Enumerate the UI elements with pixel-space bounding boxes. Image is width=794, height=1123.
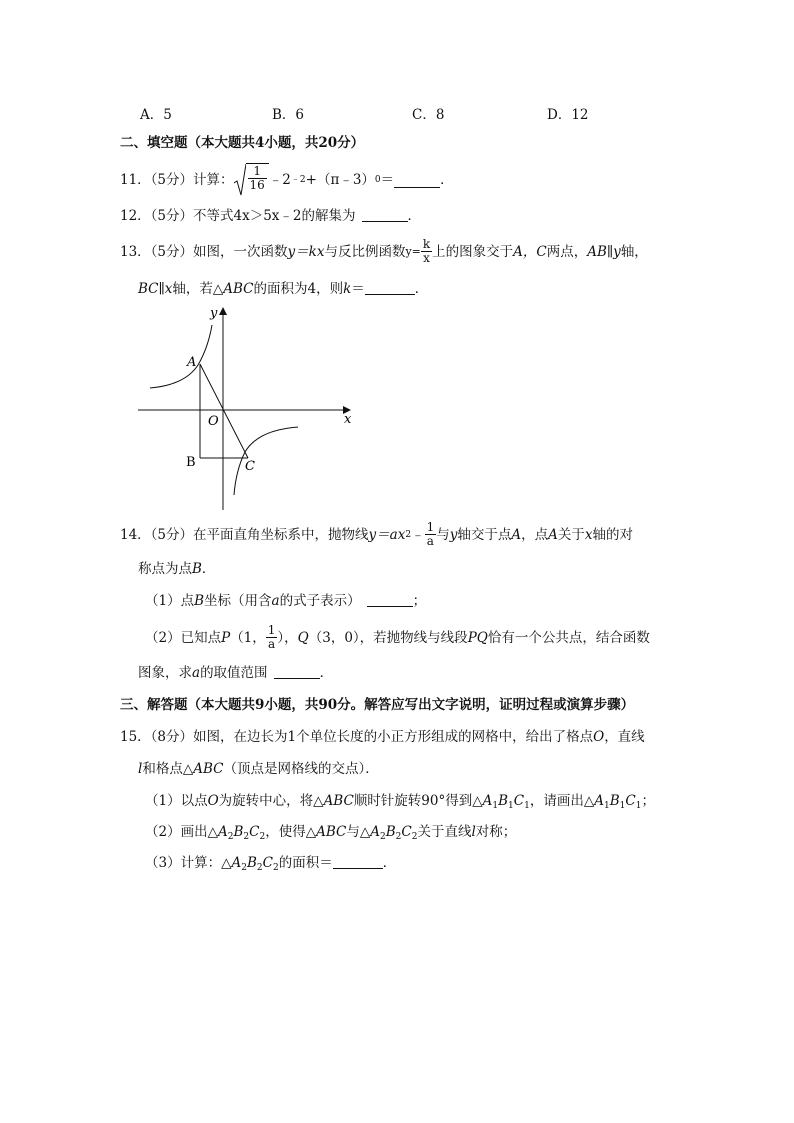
q14-frac-num: 1 [426, 520, 435, 534]
q14-text-2a: 称点为点 [138, 561, 192, 577]
q15-s3-c2-sub: 2 [272, 863, 279, 873]
q15-s1-b1: B [498, 793, 509, 809]
q13-frac-num: k [422, 237, 431, 251]
q15-s2-abc: ABC [316, 824, 347, 840]
q14-s2-pq: PQ [467, 629, 488, 646]
q13-end: ． [414, 281, 429, 297]
q14-s2-f: （3，0），若抛物线与线段 [308, 629, 468, 646]
q15-s1-b1-sub: 1 [508, 801, 514, 811]
q12-text: 12．（5分）不等式4x＞5x﹣2的解集为 [120, 208, 356, 224]
q14-s2-h: 恰有一个公共点，结合函数 [487, 629, 650, 646]
q15-text-2d: （顶点是网格线的交点）． [223, 761, 379, 777]
q14-frac-den: a [426, 534, 434, 548]
choice-c: C．8 [412, 107, 445, 123]
q14-s1-c: 坐标（用含 [204, 593, 272, 609]
q14-parabola: y＝ax [368, 526, 406, 543]
q15-s1-c1b-sub: 1 [635, 801, 642, 811]
q14-s1-e: 的式子表示） [279, 593, 361, 609]
section-3-title: 三、解答题（本大题共9小题，共90分。解答应写出文字说明，证明过程或演算步骤） [120, 697, 635, 713]
q14-s1-d: a [271, 593, 280, 609]
q14-s2-frac-num: 1 [267, 623, 276, 637]
choice-a: A．5 [140, 107, 172, 123]
q14-fraction [425, 521, 437, 548]
q13-bc-parallel: BC∥x [138, 281, 173, 297]
q15-answer-blank[interactable] [333, 854, 383, 869]
q14-a2: A [548, 526, 558, 543]
question-15-line-2 [138, 759, 379, 779]
q15-s1-a1b-sub: 1 [603, 801, 610, 811]
q15-s2-c2b-sub: 2 [411, 832, 418, 842]
q15-s3-a2-sub: 2 [241, 863, 247, 873]
q15-s1-a1b: A [594, 793, 604, 809]
q13-triangle-abc: ABC [223, 281, 254, 297]
question-13-line-2 [138, 279, 428, 299]
q14-text-h: ，点 [521, 526, 549, 543]
label-x: x [344, 412, 352, 427]
q11-eq: ＝ [380, 172, 395, 188]
q15-s2-k: 关于直线 [417, 824, 472, 840]
q13-figure [130, 300, 370, 515]
q14-text-2c: ． [201, 561, 216, 577]
q14-text-j: 关于 [557, 526, 585, 543]
section-2-title: 二、填空题（本大题共4小题，共20分） [120, 135, 365, 151]
q15-s1-c1-sub: 1 [524, 801, 530, 811]
q15-s3-e: 的面积＝ [278, 855, 333, 871]
hyperbola-lower-branch [234, 427, 298, 495]
choice-d: D．12 [547, 107, 589, 123]
q14-sub2-answer-blank[interactable] [274, 664, 320, 679]
q15-s1-end: ； [641, 793, 655, 809]
label-o: O [208, 414, 219, 429]
q15-s1-c1b: C [625, 793, 636, 809]
q14-s2l2-end: ． [319, 665, 334, 681]
sqrt-symbol [234, 163, 269, 197]
q14-s1-a: （1）点 [145, 593, 195, 609]
question-12 [120, 206, 421, 226]
choice-b: B．6 [272, 107, 305, 123]
question-14-line-1 [120, 521, 633, 548]
q15-s2-a2b: A [370, 824, 380, 840]
q11-frac-den: 16 [249, 178, 265, 192]
q15-s2-g: 与△ [346, 824, 371, 840]
question-14-line-2 [138, 559, 215, 579]
label-a: A [187, 355, 197, 370]
q14-s2-a: （2）已知点 [145, 629, 222, 646]
q15-s2-c2: C [249, 824, 260, 840]
q13-k: k [343, 281, 352, 297]
q11-end: ． [440, 172, 454, 188]
q15-s1-b1b-sub: 1 [619, 801, 626, 811]
q14-x: x [584, 526, 593, 543]
q15-s1-c: 为旋转中心，将△ [218, 793, 324, 809]
q13-func-kx: y＝kx [287, 243, 325, 260]
q15-s1-i: ，请画出△ [529, 793, 595, 809]
q14-minus: ﹣ [411, 526, 425, 543]
label-y: y [210, 306, 218, 321]
q14-a1: A [511, 526, 522, 543]
q13-text-d2: 的面积为4，则 [253, 281, 344, 297]
q13-ab-parallel: AB∥y [587, 243, 621, 260]
q13-points-ac: A，C [513, 243, 547, 260]
q15-s3-a: （3）计算：△ [145, 855, 232, 871]
q15-s2-a2-sub: 2 [227, 832, 234, 842]
q15-s1-o: O [207, 793, 219, 809]
q15-s1-c1: C [513, 793, 525, 809]
q14-s1-end: ； [412, 593, 427, 609]
q15-s2-c2-sub: 2 [259, 832, 266, 842]
q14-y: y [449, 526, 458, 543]
question-11 [120, 163, 454, 197]
q14-s2l2-c: 的取值范围 [200, 665, 268, 681]
q15-s2-a: （2）画出△ [145, 824, 218, 840]
q13-text-e: 上的图象交于 [432, 243, 514, 260]
q11-frac-num: 1 [248, 165, 267, 179]
q13-func-y: y= [405, 244, 421, 258]
q15-s2-m: 对称； [475, 824, 517, 840]
q14-exp: 2 [405, 529, 412, 540]
q15-abc: ABC [193, 761, 224, 777]
q11-exp1: ﹣2 [290, 175, 306, 185]
q15-text-a: 15．（8分）如图，在边长为1个单位长度的小正方形组成的网格中，给出了格点 [120, 729, 594, 745]
q15-s2-b2b-sub: 2 [395, 832, 402, 842]
q14-s2-fraction [266, 624, 278, 651]
line-y-kx [200, 364, 248, 458]
question-15-sub-1 [145, 791, 655, 816]
q15-text-2b: 和格点△ [142, 761, 194, 777]
q13-text-a: 13．（5分）如图，一次函数 [120, 243, 288, 260]
q15-o: O [593, 729, 605, 745]
q15-s1-a1: A [482, 793, 493, 809]
q15-s2-a2: A [217, 824, 228, 840]
q12-end: ． [407, 208, 422, 224]
hyperbola-upper-branch [150, 325, 212, 388]
q15-s2-a2b-sub: 2 [379, 832, 386, 842]
q15-s3-end: ． [382, 855, 397, 871]
label-c: C [245, 459, 255, 474]
q13-frac-den: x [423, 251, 430, 265]
radical-icon [234, 163, 246, 197]
question-14-sub-2 [145, 624, 650, 651]
q11-exp2: 0 [374, 175, 381, 185]
question-15-sub-2 [145, 822, 516, 847]
q13-text-i: 轴， [620, 243, 648, 260]
q14-s2l2-b: a [192, 665, 201, 681]
q15-text-c: ，直线 [604, 729, 645, 745]
q15-s3-b2-sub: 2 [256, 863, 263, 873]
q14-b: B [192, 561, 202, 577]
q14-text-a: 14．（5分）在平面直角坐标系中，抛物线 [120, 526, 369, 543]
q11-part3: +（π﹣3） [305, 172, 375, 188]
q15-s1-e: 顺时针旋转90°得到△ [353, 793, 483, 809]
q15-s3-a2: A [231, 855, 242, 871]
q14-text-d: 与 [436, 526, 450, 543]
question-13-line-1 [120, 238, 648, 265]
q13-eq: ＝ [351, 281, 365, 297]
q15-s2-e: ，使得△ [265, 824, 317, 840]
q15-l: l [138, 761, 143, 777]
question-15-sub-3 [145, 853, 396, 878]
q14-s2-frac-den: a [268, 637, 276, 651]
question-15-line-1 [120, 727, 645, 747]
q15-s1-a1-sub: 1 [492, 801, 499, 811]
q13-text-b2: 轴，若△ [172, 281, 224, 297]
q13-answer-blank[interactable] [365, 280, 415, 295]
q14-s2-p: P [221, 629, 231, 646]
q15-s1-b1b: B [609, 793, 620, 809]
q15-s1-abc: ABC [323, 793, 354, 809]
q15-s1-a: （1）以点 [145, 793, 208, 809]
q14-s2-c: （1， [230, 629, 266, 646]
q14-text-f: 轴交于点 [457, 526, 512, 543]
q11-answer-blank[interactable] [394, 173, 440, 188]
q12-answer-blank[interactable] [362, 207, 408, 222]
q14-s2-q: Q [297, 629, 309, 646]
q13-text-c: 与反比例函数 [324, 243, 406, 260]
q15-s2-c2b: C [401, 824, 412, 840]
question-14-sub-1 [145, 591, 426, 611]
question-14-sub-2-line-2 [138, 663, 333, 683]
q14-text-l: 轴的对 [592, 526, 633, 543]
q15-s3-b2: B [246, 855, 257, 871]
q15-s2-l: l [471, 824, 476, 840]
q15-s3-c2: C [262, 855, 273, 871]
q11-part2: ﹣2 [268, 172, 291, 188]
q15-s2-b2: B [233, 824, 244, 840]
q14-s1-b: B [194, 593, 205, 609]
q11-prefix: 11．（5分）计算： [120, 172, 234, 188]
q14-sub1-answer-blank[interactable] [367, 592, 413, 607]
q14-s2l2-a: 图象，求 [138, 665, 192, 681]
label-b: B [186, 455, 196, 470]
q13-text-g: 两点， [546, 243, 588, 260]
q14-s2-d: ）， [277, 629, 298, 646]
q15-s2-b2-sub: 2 [243, 832, 250, 842]
q13-fraction [421, 238, 432, 265]
q15-s2-b2b: B [385, 824, 396, 840]
